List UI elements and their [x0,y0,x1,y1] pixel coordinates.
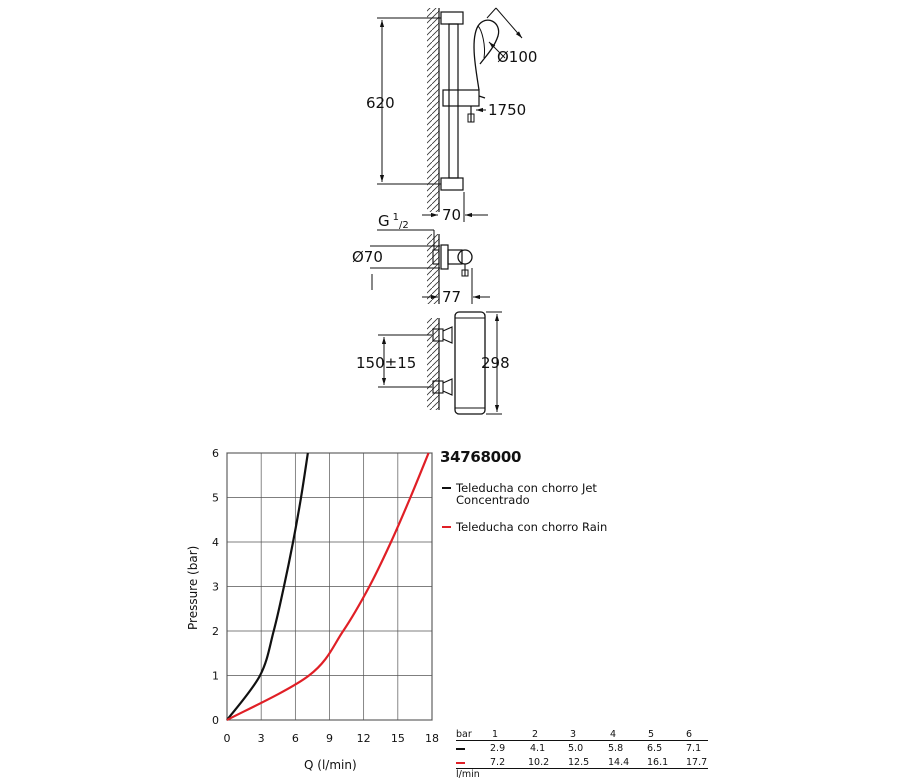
legend-item-rain [442,521,642,533]
table-header-cell: 4 [610,729,617,740]
x-tick-label: 15 [390,732,405,745]
table-header-cell: 5 [648,729,655,740]
y-tick-label: 1 [212,669,219,683]
x-tick-label: 12 [356,732,371,745]
x-tick-label: 18 [425,732,439,745]
legend-swatch-rain [442,526,451,528]
table-cell: 14.4 [608,757,630,768]
table-cell: 17.7 [686,757,708,768]
flow-chart [186,447,439,772]
dim-mixer-height: 298 [481,354,510,372]
table-divider [456,740,708,741]
dim-rail-height: 620 [366,94,395,112]
table-cell: 10.2 [528,757,550,768]
y-tick-label: 6 [212,447,219,460]
elbow-outlet [458,250,472,264]
chart-legend [442,482,642,548]
y-tick-label: 3 [212,580,219,594]
dim-inlet-spacing: 150±15 [356,354,417,372]
legend-label-jet: Teleducha con chorro Jet Concentrado [456,481,597,507]
elbow-drawing [370,230,490,304]
handshower [474,20,499,90]
dim-mixer-projection: 77 [442,288,462,306]
product-code: 34768000 [440,448,522,466]
table-swatch-rain [456,762,465,764]
y-axis-label: Pressure (bar) [186,545,200,630]
table-unit-label: l/min [456,769,480,780]
table-swatch-jet [456,748,465,750]
table-header-cell: 2 [532,729,539,740]
table-cell: 7.2 [490,757,506,768]
dim-rail-projection: 70 [442,206,462,224]
x-tick-label: 0 [223,732,231,745]
legend-item-jet [442,482,642,506]
y-tick-label: 5 [212,491,219,505]
table-header-label: bar [456,729,472,740]
x-axis-label: Q (l/min) [304,758,357,772]
legend-swatch-jet [442,487,451,489]
x-tick-label: 3 [257,732,265,745]
dim-thread-size: G $^1_{/2}$ [378,212,409,231]
table-cell: 12.5 [568,757,590,768]
bottom-bracket [441,178,463,190]
table-cell: 5.8 [608,743,624,754]
slider [443,90,479,106]
dim-hose-length: 1750 [488,101,527,119]
y-tick-label: 2 [212,625,219,638]
table-cell: 16.1 [647,757,669,768]
top-bracket [441,12,463,24]
x-tick-label: 9 [326,732,333,745]
y-tick-label: 4 [212,536,219,549]
table-header-cell: 6 [686,729,693,740]
table-header-cell: 1 [492,729,499,740]
elbow-rosette [441,245,448,269]
chart-ticks [212,447,439,745]
dim-handshower-diameter: Ø100 [497,48,538,66]
table-cell: 2.9 [490,743,506,754]
wall-2 [427,234,439,304]
dim-rosette-diameter: Ø70 [352,248,383,266]
table-header-cell: 3 [570,729,577,740]
legend-label-rain: Teleducha con chorro Rain [456,520,608,534]
rail [449,24,458,178]
wall [427,8,439,212]
table-cell: 7.1 [686,743,702,754]
y-tick-label: 0 [212,714,219,727]
table-cell: 4.1 [530,743,546,754]
x-tick-label: 6 [291,732,299,745]
table-cell: 6.5 [647,743,663,754]
table-divider [456,768,708,769]
table-cell: 5.0 [568,743,584,754]
